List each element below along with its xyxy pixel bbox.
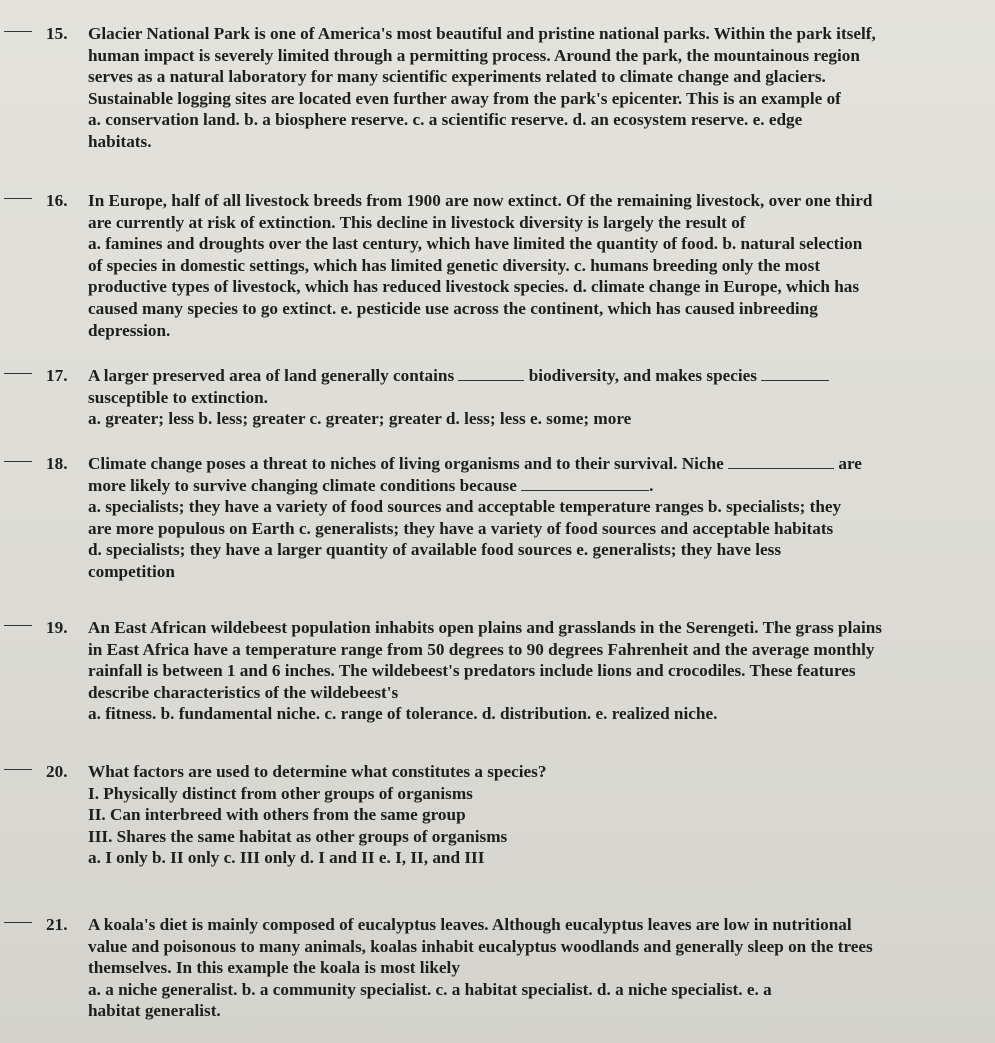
option-line: a. specialists; they have a variety of food sources and acceptable temperature ranges b. specialists; they — [88, 497, 842, 517]
text-line: serves as a natural laboratory for many scientific experiments related to climate change and glaciers. — [88, 67, 826, 87]
text-line: Sustainable logging sites are located even further away from the park's epicenter. This is an example of — [88, 88, 841, 108]
text-fragment: biodiversity, and makes species — [524, 366, 762, 385]
option-line: competition — [88, 561, 175, 581]
question-text — [88, 617, 960, 703]
answer-options — [88, 109, 960, 152]
option-line: caused many species to go extinct. e. pesticide use across the continent, which has caused inbreeding — [88, 298, 818, 318]
question-text — [88, 190, 960, 233]
question-text — [88, 23, 960, 109]
question-text — [88, 914, 960, 979]
answer-blank[interactable] — [4, 922, 32, 923]
fill-in-blank[interactable] — [521, 476, 649, 491]
answer-blank[interactable] — [4, 625, 32, 626]
text-line: III. Shares the same habitat as other groups of organisms — [88, 826, 508, 846]
answer-options — [88, 979, 960, 1022]
question-number: 18. — [46, 454, 68, 473]
text-fragment: A larger preserved area of land generally contains — [88, 366, 459, 385]
question-18 — [0, 453, 960, 583]
question-17 — [0, 365, 960, 430]
text-line: rainfall is between 1 and 6 inches. The wildebeest's predators include lions and crocodiles. These features — [88, 661, 856, 681]
text-line: themselves. In this example the koala is most likely — [88, 958, 460, 978]
text-line: are currently at risk of extinction. This decline in livestock diversity is largely the result of — [88, 212, 746, 232]
answer-blank[interactable] — [4, 769, 32, 770]
option-line: habitats. — [88, 131, 152, 151]
text-line: value and poisonous to many animals, koalas inhabit eucalyptus woodlands and generally sleep on the trees — [88, 936, 873, 956]
question-text — [88, 365, 960, 408]
text-line: Glacier National Park is one of America's most beautiful and pristine national parks. Within the park itself, — [88, 24, 876, 43]
text-fragment: more likely to survive changing climate conditions because — [88, 475, 522, 495]
answer-blank[interactable] — [4, 31, 32, 32]
text-fragment: . — [649, 475, 654, 495]
text-line: A koala's diet is mainly composed of eucalyptus leaves. Although eucalyptus leaves are low in nutritional — [88, 915, 852, 934]
answer-options — [88, 703, 960, 725]
text-fragment: are — [834, 454, 862, 473]
question-20 — [0, 761, 960, 869]
text-line: human impact is severely limited through a permitting process. Around the park, the mountainous region — [88, 45, 860, 65]
question-text — [88, 453, 960, 496]
answer-options — [88, 408, 960, 430]
question-16 — [0, 190, 960, 341]
text-line: susceptible to extinction. — [88, 387, 268, 407]
question-number: 16. — [46, 191, 68, 210]
text-line: II. Can interbreed with others from the same group — [88, 805, 466, 825]
text-fragment: Climate change poses a threat to niches of living organisms and to their survival. Niche — [88, 454, 729, 473]
answer-blank[interactable] — [4, 373, 32, 374]
question-number: 19. — [46, 618, 68, 637]
option-line: d. specialists; they have a larger quantity of available food sources e. generalists; they have less — [88, 540, 782, 560]
option-line: a. fitness. b. fundamental niche. c. range of tolerance. d. distribution. e. realized niche. — [88, 704, 718, 724]
option-line: depression. — [88, 320, 171, 340]
text-line: In Europe, half of all livestock breeds from 1900 are now extinct. Of the remaining livestock, over one third — [88, 191, 873, 210]
fill-in-blank[interactable] — [458, 366, 524, 381]
text-line: describe characteristics of the wildebeest's — [88, 682, 399, 702]
question-number: 20. — [46, 762, 68, 781]
question-text — [88, 761, 960, 847]
text-line: in East Africa have a temperature range from 50 degrees to 90 degrees Fahrenheit and the average monthly — [88, 639, 875, 659]
option-line: habitat generalist. — [88, 1001, 221, 1021]
question-21 — [0, 914, 960, 1022]
answer-options — [88, 233, 960, 341]
option-line: a. famines and droughts over the last century, which have limited the quantity of food. b. natural selection — [88, 234, 863, 254]
answer-options — [88, 847, 960, 869]
answer-blank[interactable] — [4, 198, 32, 199]
fill-in-blank[interactable] — [761, 366, 829, 381]
option-line: are more populous on Earth c. generalists; they have a variety of food sources and acceptable habitats — [88, 518, 834, 538]
answer-options — [88, 496, 960, 582]
option-line: a. I only b. II only c. III only d. I and II e. I, II, and III — [88, 848, 485, 868]
text-line: An East African wildebeest population inhabits open plains and grasslands in the Serengeti. The grass plains — [88, 618, 882, 637]
text-line: What factors are used to determine what constitutes a species? — [88, 762, 547, 781]
text-line: I. Physically distinct from other groups of organisms — [88, 783, 473, 803]
question-number: 17. — [46, 366, 68, 385]
option-line: of species in domestic settings, which has limited genetic diversity. c. humans breeding only the most — [88, 255, 821, 275]
option-line: productive types of livestock, which has reduced livestock species. d. climate change in Europe, which has — [88, 277, 860, 297]
question-19 — [0, 617, 960, 725]
option-line: a. a niche generalist. b. a community specialist. c. a habitat specialist. d. a niche specialist. e. a — [88, 979, 772, 999]
question-number: 21. — [46, 915, 68, 934]
answer-blank[interactable] — [4, 461, 32, 462]
question-number: 15. — [46, 24, 68, 43]
question-15 — [0, 23, 960, 153]
fill-in-blank[interactable] — [728, 454, 834, 469]
option-line: a. greater; less b. less; greater c. greater; greater d. less; less e. some; more — [88, 409, 632, 429]
option-line: a. conservation land. b. a biosphere reserve. c. a scientific reserve. d. an ecosystem reserve. e. edge — [88, 110, 803, 130]
